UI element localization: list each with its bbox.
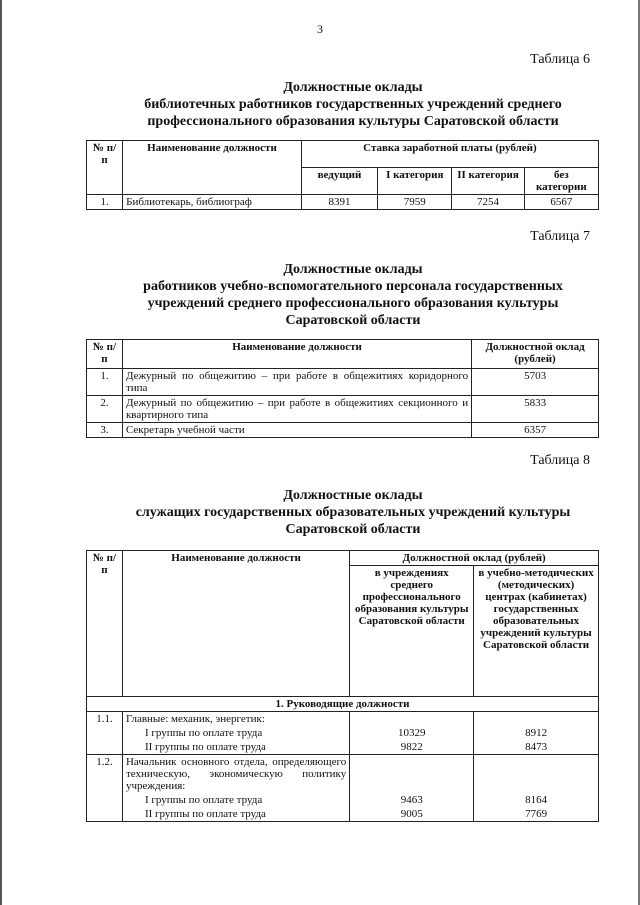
table7-label: Таблица 7 xyxy=(530,229,590,244)
row-position: Дежурный по общежитию – при работе в общежитиях коридорного типа xyxy=(122,369,471,396)
row-value: 9822 xyxy=(350,740,474,755)
row-group: II группы по оплате труда xyxy=(122,807,349,822)
row-num: 1. xyxy=(87,195,123,210)
row-value: 6357 xyxy=(472,423,599,438)
table6-header-col: ведущий xyxy=(301,168,377,195)
table8 xyxy=(86,550,599,822)
table6-title: Должностные оклады библиотечных работников государственных учреждений среднего профессионального образования культуры Саратовской области xyxy=(144,80,562,129)
row-value: 7769 xyxy=(474,807,599,822)
row-value: 9005 xyxy=(350,807,474,822)
row-position: Начальник основного отдела, определяющего техническую, экономическую политику учреждения: xyxy=(122,755,349,794)
page-number: 3 xyxy=(317,22,323,36)
row-value: 8391 xyxy=(301,195,377,210)
row-position: Дежурный по общежитию – при работе в общежитиях секционного и квартирного типа xyxy=(122,396,471,423)
table6-header-num: № п/п xyxy=(87,141,123,195)
scan-left-edge xyxy=(0,0,2,905)
row-position: Главные: механик, энергетик: xyxy=(122,712,349,727)
table8-header-col1: в учреждениях среднего профессионального образования культуры Саратовской области xyxy=(350,566,474,697)
row-value: 9463 xyxy=(350,793,474,807)
table7-header-salary: Должностной оклад (рублей) xyxy=(472,340,599,369)
table6 xyxy=(86,140,599,210)
table-row xyxy=(87,396,599,423)
table8-header-salary: Должностной оклад (рублей) xyxy=(350,551,599,566)
table6-header-col: II категория xyxy=(452,168,524,195)
table-row xyxy=(87,712,599,727)
row-num: 1.2. xyxy=(87,755,123,794)
table8-title: Должностные оклады служащих государственных образовательных учреждений культуры Саратовской области xyxy=(135,488,571,537)
row-value: 10329 xyxy=(350,726,474,740)
table-row xyxy=(87,423,599,438)
row-value: 8164 xyxy=(474,793,599,807)
table8-header-num: № п/п xyxy=(87,551,123,697)
table-row xyxy=(87,369,599,396)
table7 xyxy=(86,339,599,438)
row-value: 7254 xyxy=(452,195,524,210)
table-row xyxy=(87,726,599,740)
row-group: I группы по оплате труда xyxy=(122,726,349,740)
row-num: 1.1. xyxy=(87,712,123,727)
section-header: 1. Руководящие должности xyxy=(87,697,599,712)
row-group: II группы по оплате труда xyxy=(122,740,349,755)
row-num: 1. xyxy=(87,369,123,396)
row-num: 3. xyxy=(87,423,123,438)
table-row xyxy=(87,807,599,822)
row-value: 7959 xyxy=(378,195,452,210)
table6-header-col: I категория xyxy=(378,168,452,195)
table-row xyxy=(87,195,599,210)
table6-label: Таблица 6 xyxy=(530,52,590,67)
table8-header-col2: в учебно-методических (методических) центрах (кабинетах) государственных образовательных учреждений культуры Саратовской области xyxy=(474,566,599,697)
row-position: Секретарь учебной части xyxy=(122,423,471,438)
table6-header-rate: Ставка заработной платы (рублей) xyxy=(301,141,598,168)
table-row xyxy=(87,755,599,794)
row-group: I группы по оплате труда xyxy=(122,793,349,807)
table7-header-name: Наименование должности xyxy=(122,340,471,369)
row-value: 8473 xyxy=(474,740,599,755)
table7-title: Должностные оклады работников учебно-вспомогательного персонала государственных учреждений среднего профессионального образования культуры Саратовской области xyxy=(143,262,563,328)
table8-header-name: Наименование должности xyxy=(122,551,349,697)
row-position: Библиотекарь, библиограф xyxy=(123,195,302,210)
row-value: 5833 xyxy=(472,396,599,423)
table6-header-name: Наименование должности xyxy=(123,141,302,195)
table8-label: Таблица 8 xyxy=(530,453,590,468)
row-num: 2. xyxy=(87,396,123,423)
table-row xyxy=(87,793,599,807)
table6-header-col: без категории xyxy=(524,168,598,195)
row-value: 6567 xyxy=(524,195,598,210)
table-row xyxy=(87,740,599,755)
row-value: 8912 xyxy=(474,726,599,740)
table7-header-num: № п/п xyxy=(87,340,123,369)
row-value: 5703 xyxy=(472,369,599,396)
